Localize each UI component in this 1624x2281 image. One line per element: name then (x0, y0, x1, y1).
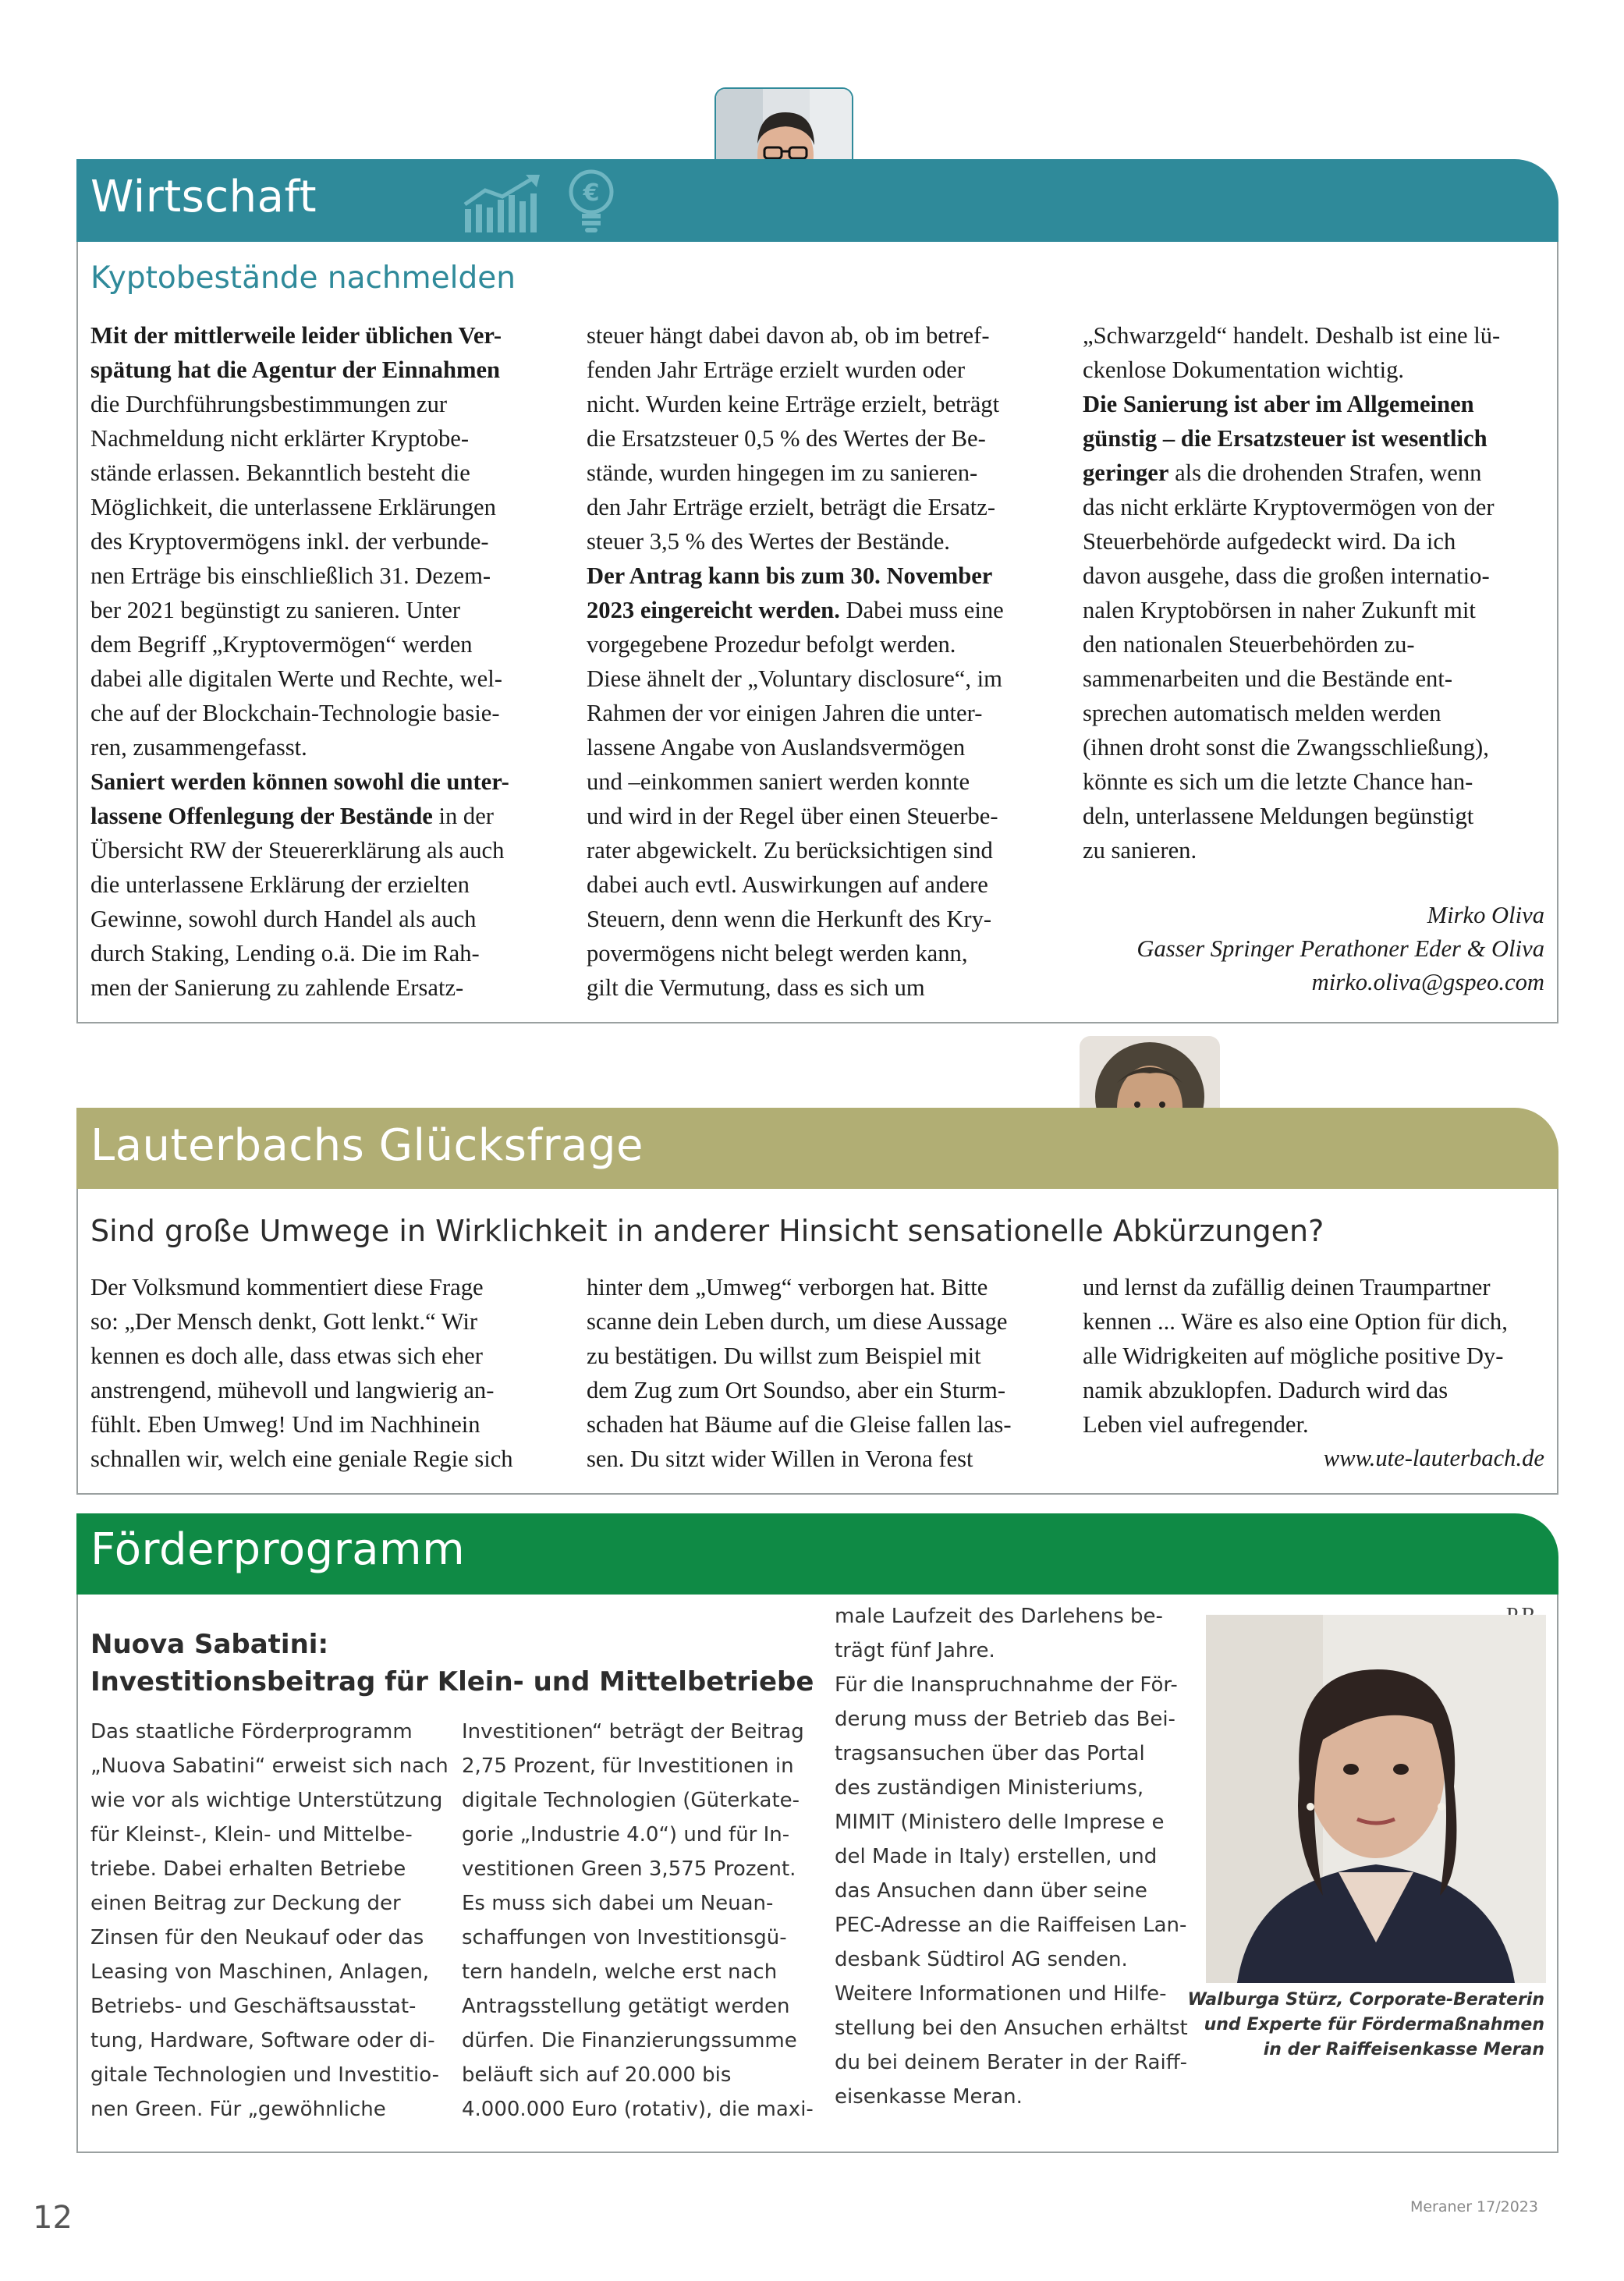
caption-line-3: in der Raiffeisenkasse Meran (1263, 2040, 1544, 2059)
author-signature (1136, 899, 1544, 999)
text-line: kennen ... Wäre es also eine Option für dich, (1083, 1308, 1508, 1335)
text-line: Steuern, denn wenn die Herkunft des Kry- (587, 906, 992, 932)
text-line: ren, zusammengefasst. (90, 734, 307, 761)
text-line: 4.000.000 Euro (rotativ), die maxi- (462, 2098, 814, 2121)
text-line: das nicht erklärte Kryptovermögen von der (1083, 494, 1495, 520)
svg-text:€: € (583, 179, 600, 207)
text-line: derung muss der Betrieb das Bei- (835, 1708, 1175, 1731)
text-line: „Schwarzgeld“ handelt. Deshalb ist eine lü- (1083, 322, 1501, 349)
text-line: povermögens nicht belegt werden kann, (587, 940, 968, 967)
text-line: men der Sanierung zu zahlende Ersatz- (90, 974, 464, 1001)
text-line: und –einkommen saniert werden konnte (587, 768, 970, 795)
text-line: schaffungen von Investitionsgü- (462, 1926, 787, 1949)
text-line: scanne dein Leben durch, um diese Aussage (587, 1308, 1008, 1335)
text-line: Die Sanierung ist aber im Allgemeinen (1083, 391, 1474, 417)
text-line: trägt fünf Jahre. (835, 1639, 995, 1662)
text-line: namik abzuklopfen. Dadurch wird das (1083, 1377, 1448, 1403)
section-title: Wirtschaft (90, 172, 317, 222)
text-line: vestitionen Green 3,575 Prozent. (462, 1857, 796, 1881)
text-line: zu sanieren. (1083, 837, 1197, 864)
author-website[interactable]: www.ute-lauterbach.de (1323, 1445, 1544, 1471)
article-column-1 (90, 1715, 449, 2127)
text-line: Steuerbehörde aufgedeckt wird. Da ich (1083, 528, 1456, 555)
text-line: den Jahr Erträge erzielt, beträgt die Ersatz- (587, 494, 996, 520)
article-column-1 (90, 318, 574, 1005)
text-line: Betriebs- und Geschäftsausstat- (90, 1995, 417, 2018)
text-line: wie vor als wichtige Unterstützung (90, 1789, 443, 1812)
text-line: geringer als die drohenden Strafen, wenn (1083, 459, 1482, 486)
text-line: schaden hat Bäume auf die Gleise fallen las- (587, 1411, 1012, 1438)
text-line: sprechen automatisch melden werden (1083, 700, 1441, 726)
text-line: Übersicht RW der Steuererklärung als auch (90, 837, 505, 864)
text-line: digitale Technologien (Güterkate- (462, 1789, 800, 1812)
text-line: gorie „Industrie 4.0“) und für In- (462, 1823, 790, 1846)
text-line: steuer hängt dabei davon ab, ob im betref- (587, 322, 990, 349)
article-headline (90, 1626, 814, 1701)
article-column-2 (587, 318, 1070, 1005)
text-line: beläuft sich auf 20.000 bis (462, 2063, 732, 2087)
text-line: triebe. Dabei erhalten Betriebe (90, 1857, 406, 1881)
text-line: des Kryptovermögens inkl. der verbunde- (90, 528, 489, 555)
text-line: Der Volksmund kommentiert diese Frage (90, 1274, 484, 1300)
author-name: Mirko Oliva (1427, 902, 1544, 928)
foerder-section (76, 1513, 1558, 2153)
text-line: vorgegebene Prozedur befolgt werden. (587, 631, 956, 658)
text-line: die Durchführungsbestimmungen zur (90, 391, 448, 417)
text-line: Weitere Informationen und Hilfe- (835, 1982, 1167, 2006)
text-line: Saniert werden können sowohl die unter- (90, 768, 509, 795)
text-line: dürfen. Die Finanzierungssumme (462, 2029, 797, 2052)
text-line: steuer 3,5 % des Wertes der Bestände. (587, 528, 950, 555)
text-line: dem Zug zum Ort Soundso, aber ein Sturm- (587, 1377, 1006, 1403)
text-line: und lernst da zufällig deinen Traumpartner (1083, 1274, 1491, 1300)
author-firm: Gasser Springer Perathoner Eder & Oliva (1136, 935, 1544, 962)
text-line: des zuständigen Ministeriums, (835, 1776, 1144, 1800)
text-line: Rahmen der vor einigen Jahren die unter- (587, 700, 983, 726)
text-line: Das staatliche Förderprogramm (90, 1720, 413, 1744)
text-line: Nachmeldung nicht erklärter Kryptobe- (90, 425, 470, 452)
text-line: für Kleinst-, Klein- und Mittelbe- (90, 1823, 413, 1846)
text-line: Für die Inanspruchnahme der För- (835, 1673, 1178, 1697)
text-line: stellung bei den Ansuchen erhältst (835, 2017, 1188, 2040)
text-line: nalen Kryptobörsen in naher Zukunft mit (1083, 597, 1476, 623)
section-title: Förderprogramm (90, 1524, 466, 1575)
caption-line-1: Walburga Stürz, Corporate-Beraterin (1187, 1990, 1544, 2010)
text-line: die Ersatzsteuer 0,5 % des Wertes der Be- (587, 425, 986, 452)
lauterbach-section (76, 1036, 1558, 1495)
text-line: PEC-Adresse an die Raiffeisen Lan- (835, 1914, 1187, 1937)
contact-photo (1206, 1615, 1546, 1983)
text-line: Es muss sich dabei um Neuan- (462, 1892, 774, 1915)
text-line: ber 2021 begünstigt zu sanieren. Unter (90, 597, 461, 623)
text-line: und wird in der Regel über einen Steuerbe- (587, 803, 998, 829)
text-line: alle Widrigkeiten auf mögliche positive Dy- (1083, 1343, 1504, 1369)
text-line: stände erlassen. Bekanntlich besteht die (90, 459, 470, 486)
column-text-3 (1083, 1270, 1566, 1442)
text-line: anstrengend, mühevoll und langwierig an- (90, 1377, 495, 1403)
text-line: lassene Offenlegung der Bestände in der (90, 803, 494, 829)
article-column-2 (462, 1715, 821, 2127)
euro-lightbulb-icon (566, 167, 616, 241)
author-email[interactable]: mirko.oliva@gspeo.com (1311, 969, 1544, 995)
text-line: Mit der mittlerweile leider üblichen Ver- (90, 322, 502, 349)
text-line: nen Green. Für „gewöhnliche (90, 2098, 386, 2121)
text-line: Der Antrag kann bis zum 30. November (587, 562, 993, 589)
text-line: rater abgewickelt. Zu berücksichtigen sind (587, 837, 993, 864)
text-line: du bei deinem Berater in der Raiff- (835, 2051, 1187, 2074)
wirtschaft-header-bar (76, 159, 1558, 242)
text-line: Investitionen“ beträgt der Beitrag (462, 1720, 804, 1744)
wirtschaft-section (76, 87, 1558, 1023)
page-number: 12 (33, 2200, 73, 2236)
text-line: nen Erträge bis einschließlich 31. Dezem- (90, 562, 491, 589)
text-line: ckenlose Dokumentation wichtig. (1083, 357, 1405, 383)
text-line: spätung hat die Agentur der Einnahmen (90, 357, 501, 383)
text-line: MIMIT (Ministero delle Imprese e (835, 1811, 1165, 1834)
foerder-header-bar (76, 1513, 1558, 1595)
text-line: Möglichkeit, die unterlassene Erklärungen (90, 494, 496, 520)
text-line: hinter dem „Umweg“ verborgen hat. Bitte (587, 1274, 988, 1300)
text-line: tung, Hardware, Software oder di- (90, 2029, 435, 2052)
text-line: Leasing von Maschinen, Anlagen, (90, 1960, 430, 1984)
text-line: den nationalen Steuerbehörden zu- (1083, 631, 1415, 658)
text-line: sen. Du sitzt wider Willen in Verona fest (587, 1446, 973, 1472)
text-line: so: „Der Mensch denkt, Gott lenkt.“ Wir (90, 1308, 478, 1335)
headline-line-1: Nuova Sabatini: (90, 1629, 329, 1660)
photo-caption (1188, 1988, 1544, 2063)
text-line: kennen es doch alle, dass etwas sich eher (90, 1343, 483, 1369)
article-column-3 (1083, 318, 1566, 867)
issue-label: Meraner 17/2023 (1409, 2198, 1538, 2215)
text-line: könnte es sich um die letzte Chance han- (1083, 768, 1473, 795)
text-line: schnallen wir, welch eine geniale Regie sich (90, 1446, 513, 1472)
text-line: Leben viel aufregender. (1083, 1411, 1309, 1438)
text-line: sammenarbeiten und die Bestände ent- (1083, 665, 1453, 692)
text-line: lassene Angabe von Auslandsvermögen (587, 734, 966, 761)
chart-growth-icon (462, 173, 548, 239)
text-line: davon ausgehe, dass die großen internatio- (1083, 562, 1490, 589)
text-line: 2023 eingereicht werden. Dabei muss eine (587, 597, 1004, 623)
column-text-2 (587, 1270, 1070, 1476)
headline-line-2: Investitionsbeitrag für Klein- und Mittelbetriebe (90, 1666, 814, 1697)
text-line: einen Beitrag zur Deckung der (90, 1892, 401, 1915)
text-line: desbank Südtirol AG senden. (835, 1948, 1128, 1971)
text-line: günstig – die Ersatzsteuer ist wesentlich (1083, 425, 1487, 452)
text-line: gilt die Vermutung, dass es sich um (587, 974, 925, 1001)
text-line: Gewinne, sowohl durch Handel als auch (90, 906, 477, 932)
caption-line-2: und Experte für Fördermaßnahmen (1204, 2015, 1544, 2034)
text-line: male Laufzeit des Darlehens be- (835, 1605, 1163, 1628)
text-line: tragsansuchen über das Portal (835, 1742, 1145, 1765)
text-line: 2,75 Prozent, für Investitionen in (462, 1754, 794, 1778)
text-line: dabei auch evtl. Auswirkungen auf andere (587, 871, 988, 898)
section-title: Lauterbachs Glücksfrage (90, 1120, 644, 1171)
text-line: dem Begriff „Kryptovermögen“ werden (90, 631, 473, 658)
text-line: die unterlassene Erklärung der erzielten (90, 871, 470, 898)
text-line: deln, unterlassene Meldungen begünstigt (1083, 803, 1474, 829)
text-line: zu bestätigen. Du willst zum Beispiel mit (587, 1343, 981, 1369)
text-line: „Nuova Sabatini“ erweist sich nach (90, 1754, 449, 1778)
column-text-1 (90, 1270, 574, 1476)
text-line: fenden Jahr Erträge erzielt wurden oder (587, 357, 966, 383)
text-line: (ihnen droht sonst die Zwangsschließung), (1083, 734, 1489, 761)
text-line: gitale Technologien und Investitio- (90, 2063, 439, 2087)
text-line: tern handeln, welche erst nach (462, 1960, 778, 1984)
text-line: del Made in Italy) erstellen, und (835, 1845, 1158, 1868)
text-line: fühlt. Eben Umweg! Und im Nachhinein (90, 1411, 480, 1438)
text-line: Diese ähnelt der „Voluntary disclosure“, im (587, 665, 1002, 692)
text-line: nicht. Wurden keine Erträge erzielt, beträgt (587, 391, 1000, 417)
text-line: che auf der Blockchain-Technologie basie- (90, 700, 500, 726)
text-line: Antragsstellung getätigt werden (462, 1995, 790, 2018)
article-headline: Kyptobestände nachmelden (90, 261, 516, 296)
text-line: Zinsen für den Neukauf oder das (90, 1926, 424, 1949)
text-line: durch Staking, Lending o.ä. Die im Rah- (90, 940, 480, 967)
lauterbach-header-bar (76, 1108, 1558, 1189)
text-line: dabei alle digitalen Werte und Rechte, wel- (90, 665, 502, 692)
article-column-3 (835, 1599, 1193, 2114)
text-line: stände, wurden hingegen im zu sanieren- (587, 459, 978, 486)
text-line: das Ansuchen dann über seine (835, 1879, 1147, 1903)
text-line: eisenkasse Meran. (835, 2085, 1023, 2109)
column-question: Sind große Umwege in Wirklichkeit in anderer Hinsicht sensationelle Abkürzungen? (90, 1214, 1324, 1248)
